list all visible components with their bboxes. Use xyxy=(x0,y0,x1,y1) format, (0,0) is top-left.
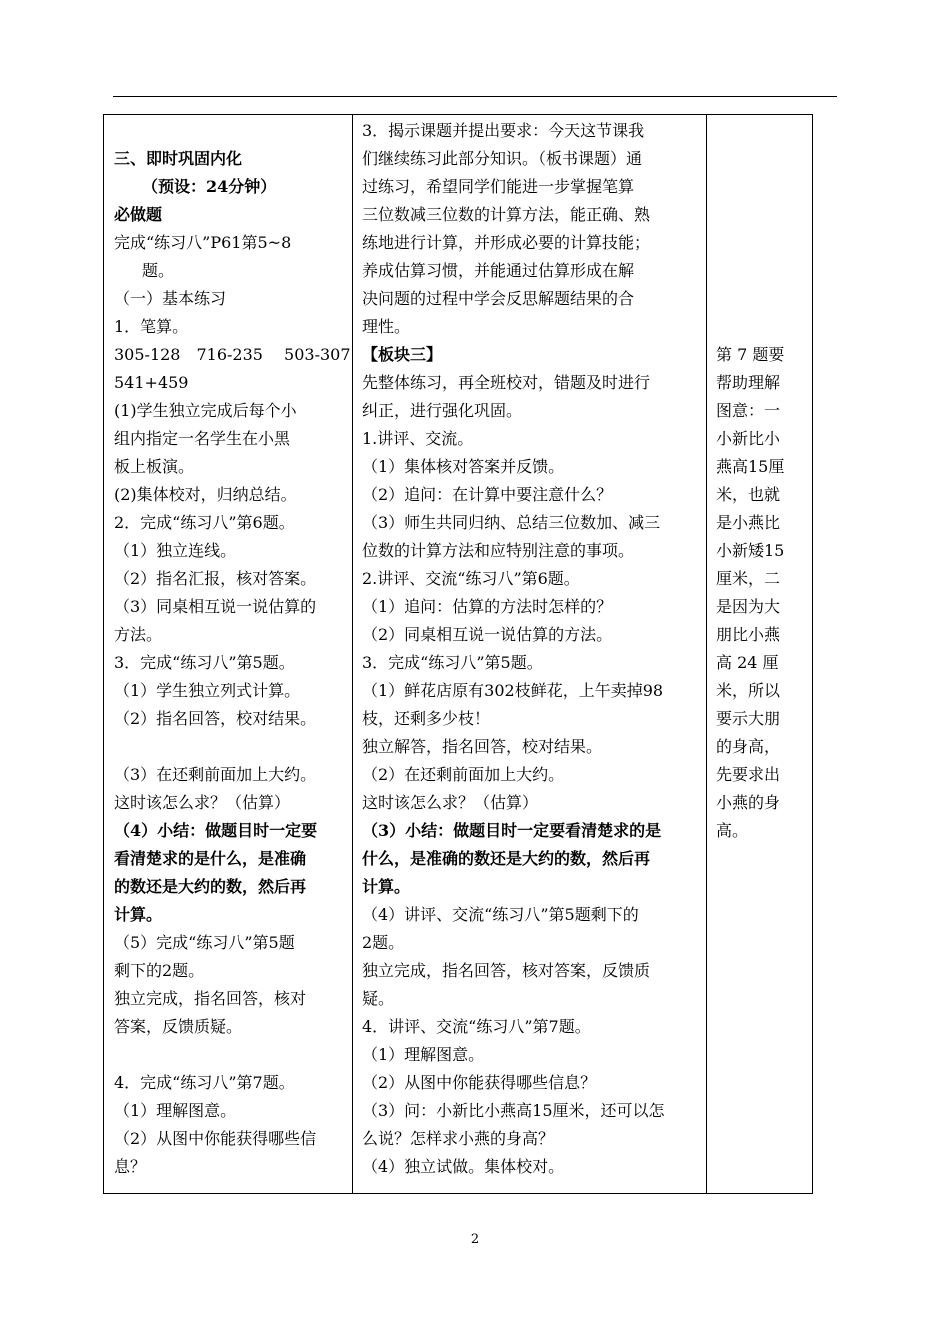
text-line: 米，所以 xyxy=(716,681,781,700)
text-line: （2）指名回答，校对结果。 xyxy=(114,709,317,728)
text-line: 小新矮15 xyxy=(716,541,785,560)
column-divider-2 xyxy=(706,115,707,1193)
text-line: 看清楚求的是什么，是准确 xyxy=(114,849,307,868)
activity-column xyxy=(114,145,350,1181)
text-line: 3．揭示课题并提出要求：今天这节课我 xyxy=(362,121,645,140)
text-line: (1)学生独立完成后每个小 xyxy=(114,401,297,420)
text-line: 什么，是准确的数还是大约的数，然后再 xyxy=(362,849,651,868)
text-line: 必做题 xyxy=(114,205,163,224)
text-line: 米，也就 xyxy=(716,485,781,504)
text-line: 决问题的过程中学会反思解题结果的合 xyxy=(362,289,635,308)
lesson-table xyxy=(103,114,813,1194)
notes-column xyxy=(716,341,808,845)
text-line: 答案，反馈质疑。 xyxy=(114,1017,243,1036)
text-line: 板上板演。 xyxy=(114,457,195,476)
text-line: （4）独立试做。集体校对。 xyxy=(362,1157,565,1176)
text-line: 先整体练习，再全班校对，错题及时进行 xyxy=(362,373,651,392)
text-line: 练地进行计算，并形成必要的计算技能； xyxy=(362,233,651,252)
text-line: 高。 xyxy=(716,821,749,840)
blank-line xyxy=(114,733,350,761)
text-line: 么说？怎样求小燕的身高？ xyxy=(362,1129,555,1148)
text-line: 2．完成“练习八”第6题。 xyxy=(114,513,295,532)
text-line: 计算。 xyxy=(362,877,411,896)
text-line: （1）集体核对答案并反馈。 xyxy=(362,457,565,476)
text-line: （3）师生共同归纳、总结三位数加、减三 xyxy=(362,513,661,532)
text-line: 1．笔算。 xyxy=(114,317,189,336)
text-line: 息？ xyxy=(114,1157,147,1176)
text-line: 计算。 xyxy=(114,905,163,924)
text-line: 的身高， xyxy=(716,737,781,756)
text-line: （1）理解图意。 xyxy=(114,1101,237,1120)
text-line: （2）指名汇报，核对答案。 xyxy=(114,569,317,588)
text-line: 剩下的2题。 xyxy=(114,961,205,980)
text-line: （3）同桌相互说一说估算的 xyxy=(114,597,317,616)
text-line: 独立完成，指名回答，核对答案，反馈质 xyxy=(362,961,651,980)
text-line: 4．完成“练习八”第7题。 xyxy=(114,1073,295,1092)
text-line: （2）追问：在计算中要注意什么？ xyxy=(362,485,613,504)
text-line: （3）问：小新比小燕高15厘米，还可以怎 xyxy=(362,1101,665,1120)
text-line: 三位数减三位数的计算方法，能正确、熟 xyxy=(362,205,651,224)
text-line: （3）在还剩前面加上大约。 xyxy=(114,765,317,784)
text-line: 位数的计算方法和应特别注意的事项。 xyxy=(362,541,635,560)
text-line: （3）小结：做题目时一定要看清楚求的是 xyxy=(362,821,662,840)
text-line: 2.讲评、交流“练习八”第6题。 xyxy=(362,569,580,588)
text-line: 养成估算习惯，并能通过估算形成在解 xyxy=(362,261,635,280)
text-line: 枝，还剩多少枝！ xyxy=(362,709,491,728)
blank-line xyxy=(114,1041,350,1069)
text-line: 朋比小燕 xyxy=(716,625,781,644)
header-rule xyxy=(113,96,837,97)
text-line: 这时该怎么求？（估算） xyxy=(362,793,539,812)
text-line: 1.讲评、交流。 xyxy=(362,429,474,448)
text-line: （1）鲜花店原有302枝鲜花，上午卖掉98 xyxy=(362,681,664,700)
text-line: 3．完成“练习八”第5题。 xyxy=(114,653,295,672)
text-line: 们继续练习此部分知识。（板书课题）通 xyxy=(362,149,643,168)
text-line: 组内指定一名学生在小黑 xyxy=(114,429,291,448)
text-line: 305-128 716-235 503-307 xyxy=(114,345,351,364)
text-line: （1）追问：估算的方法时怎样的？ xyxy=(362,597,613,616)
text-line: 3．完成“练习八”第5题。 xyxy=(362,653,543,672)
text-line: 纠正，进行强化巩固。 xyxy=(362,401,523,420)
text-line: 高 24 厘 xyxy=(716,653,779,672)
text-line: 独立解答，指名回答，校对结果。 xyxy=(362,737,603,756)
text-line: 过练习，希望同学们能进一步掌握笔算 xyxy=(362,177,635,196)
text-line: 图意：一 xyxy=(716,401,781,420)
text-line: 理性。 xyxy=(362,317,411,336)
text-line: 2题。 xyxy=(362,933,405,952)
text-line: 是小燕比 xyxy=(716,513,781,532)
text-line: 小新比小 xyxy=(716,429,781,448)
text-line: （1）独立连线。 xyxy=(114,541,237,560)
text-line: 小燕的身 xyxy=(716,793,781,812)
text-line: 完成“练习八”P61第5~8 xyxy=(114,233,292,252)
teaching-process-column xyxy=(362,117,704,1181)
text-line: 方法。 xyxy=(114,625,163,644)
text-line: 4．讲评、交流“练习八”第7题。 xyxy=(362,1017,591,1036)
text-line: （2）从图中你能获得哪些信息？ xyxy=(362,1073,597,1092)
text-line: 题。 xyxy=(142,261,175,280)
page-number: 2 xyxy=(470,1232,480,1247)
text-line: （2）同桌相互说一说估算的方法。 xyxy=(362,625,613,644)
text-line: （5）完成“练习八”第5题 xyxy=(114,933,295,952)
text-line: （一）基本练习 xyxy=(114,289,227,308)
text-line: 这时该怎么求？（估算） xyxy=(114,793,291,812)
text-line: 三、即时巩固内化 xyxy=(114,149,243,168)
text-line: 先要求出 xyxy=(716,765,781,784)
text-line: 独立完成，指名回答，核对 xyxy=(114,989,307,1008)
text-line: （1）学生独立列式计算。 xyxy=(114,681,301,700)
text-line: 厘米，二 xyxy=(716,569,781,588)
text-line: （4）讲评、交流“练习八”第5题剩下的 xyxy=(362,905,639,924)
column-divider-1 xyxy=(352,115,353,1193)
text-line: 541+459 xyxy=(114,373,189,392)
text-line: (2)集体校对，归纳总结。 xyxy=(114,485,297,504)
text-line: 第 7 题要 xyxy=(716,345,785,364)
text-line: （预设：24分钟） xyxy=(142,177,277,196)
text-line: 燕高15厘 xyxy=(716,457,785,476)
text-line: 要示大朋 xyxy=(716,709,781,728)
text-line: （2）在还剩前面加上大约。 xyxy=(362,765,565,784)
text-line: 【板块三】 xyxy=(362,345,443,364)
text-line: （4）小结：做题目时一定要 xyxy=(114,821,318,840)
text-line: 疑。 xyxy=(362,989,395,1008)
text-line: 的数还是大约的数，然后再 xyxy=(114,877,307,896)
text-line: （2）从图中你能获得哪些信 xyxy=(114,1129,317,1148)
text-line: （1）理解图意。 xyxy=(362,1045,485,1064)
text-line: 是因为大 xyxy=(716,597,781,616)
text-line: 帮助理解 xyxy=(716,373,781,392)
